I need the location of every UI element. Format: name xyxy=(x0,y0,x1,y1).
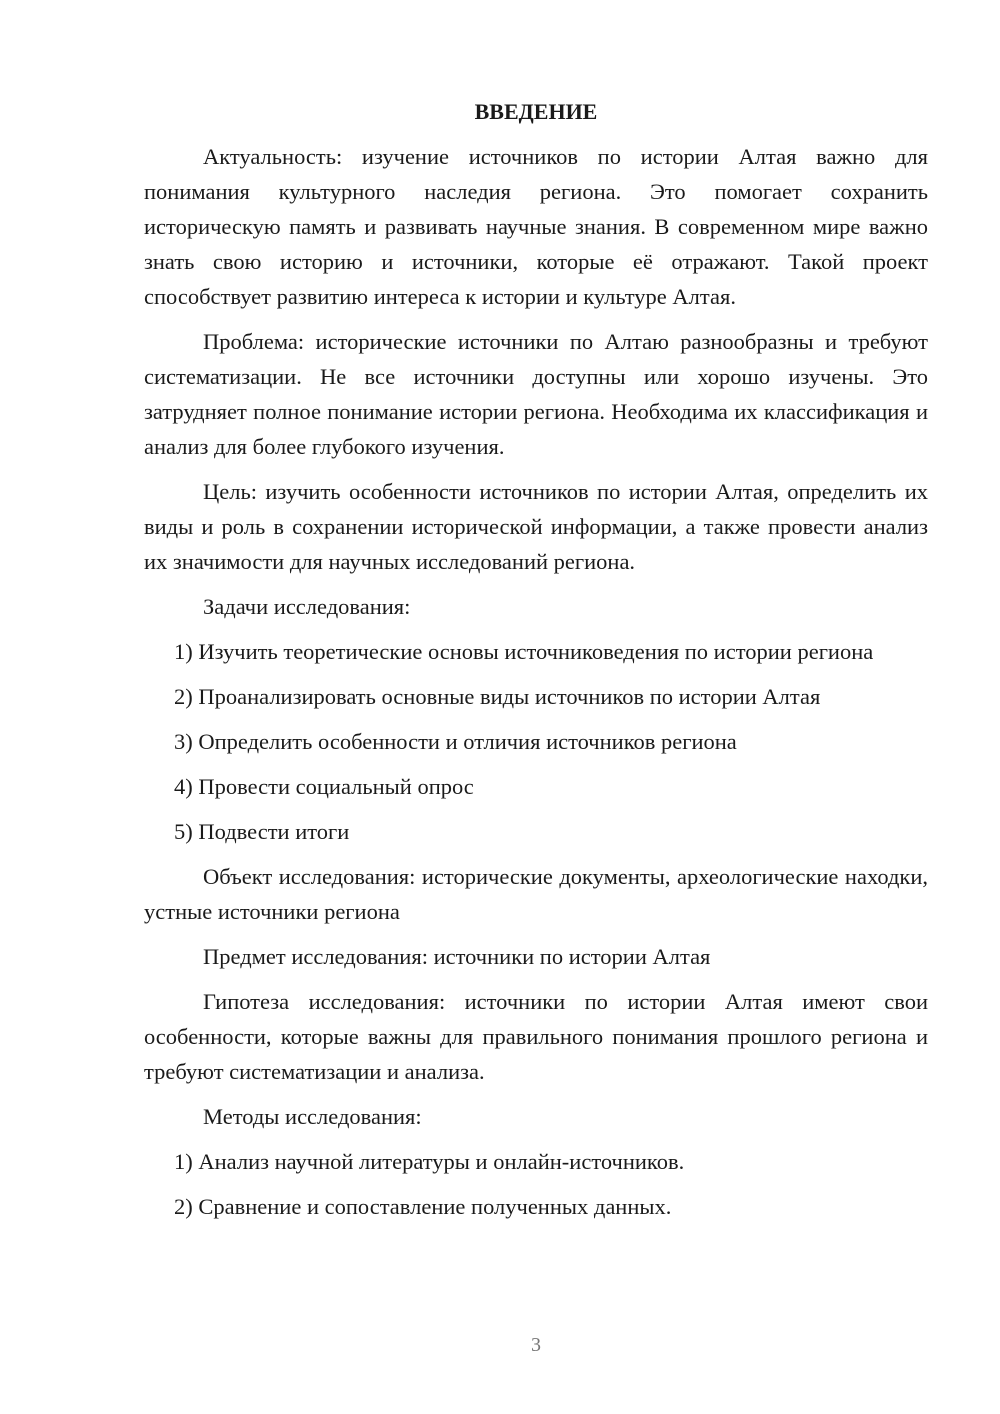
page-number: 3 xyxy=(531,1334,541,1356)
section-title: ВВЕДЕНИЕ xyxy=(474,99,598,124)
methods-label: Методы исследования: xyxy=(203,1104,422,1129)
object-paragraph: Объект исследования: исторические документы, археологические находки, устные источники региона xyxy=(144,864,928,924)
goal-paragraph: Цель: изучить особенности источников по истории Алтая, определить их виды и роль в сохранении исторической информации, а также провести анализ их значимости для научных исследований региона. xyxy=(144,479,928,574)
task-item-2: 2) Проанализировать основные виды источников по истории Алтая xyxy=(174,684,821,709)
problem-paragraph: Проблема: исторические источники по Алтаю разнообразны и требуют систематизации. Не все источники доступны или хорошо изучены. Это затрудняет полное понимание истории региона. Необходима их классификация и анализ для более глубокого изучения. xyxy=(144,329,928,459)
task-item-1: 1) Изучить теоретические основы источниковедения по истории региона xyxy=(174,639,874,664)
tasks-label: Задачи исследования: xyxy=(203,594,411,619)
task-item-4: 4) Провести социальный опрос xyxy=(174,774,474,799)
method-item-1: 1) Анализ научной литературы и онлайн-источников. xyxy=(174,1149,685,1174)
subject-paragraph: Предмет исследования: источники по истории Алтая xyxy=(203,944,711,969)
task-item-3: 3) Определить особенности и отличия источников региона xyxy=(174,729,737,754)
relevance-paragraph: Актуальность: изучение источников по истории Алтая важно для понимания культурного наследия региона. Это помогает сохранить историческую память и развивать научные знания. В современном мире важно знать свою историю и источники, которые её отражают. Такой проект способствует развитию интереса к истории и культуре Алтая. xyxy=(144,144,928,309)
method-item-2: 2) Сравнение и сопоставление полученных данных. xyxy=(174,1194,672,1219)
hypothesis-paragraph: Гипотеза исследования: источники по истории Алтая имеют свои особенности, которые важны для правильного понимания прошлого региона и требуют систематизации и анализа. xyxy=(144,989,928,1084)
task-item-5: 5) Подвести итоги xyxy=(174,819,350,844)
page-content xyxy=(144,94,928,1234)
